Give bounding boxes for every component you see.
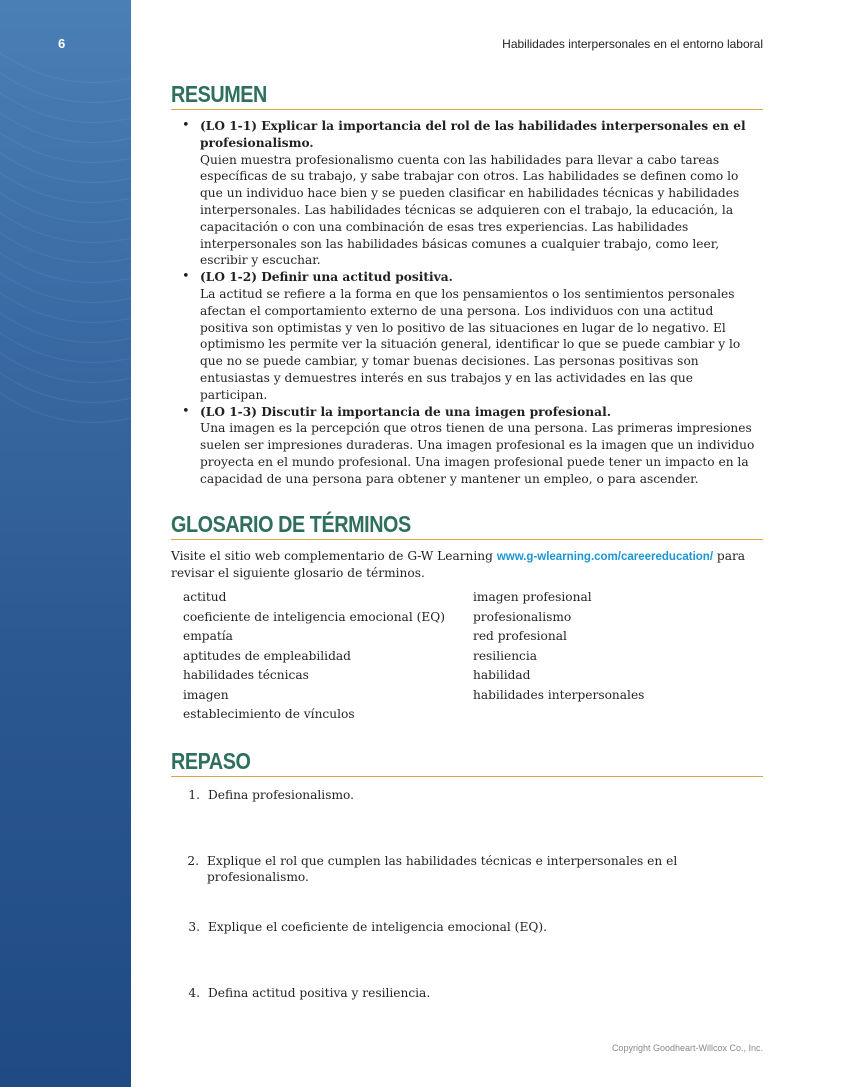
review-question-number: 3. xyxy=(188,919,200,934)
glossary-section xyxy=(171,510,763,725)
summary-item xyxy=(182,403,763,488)
summary-section xyxy=(171,80,763,488)
review-question-number: 2. xyxy=(187,853,199,868)
bullet-icon: • xyxy=(182,118,190,133)
glossary-term: establecimiento de vínculos xyxy=(183,707,355,722)
glossary-heading-rule xyxy=(171,510,763,540)
page-number: 6 xyxy=(58,36,66,51)
glossary-term: resiliencia xyxy=(473,648,538,663)
summary-title: RESUMEN xyxy=(171,81,267,107)
review-question-number: 4. xyxy=(188,985,200,1000)
review-list xyxy=(171,787,763,1051)
glossary-term: profesionalismo xyxy=(473,609,572,624)
glossary-term: aptitudes de empleabilidad xyxy=(183,648,351,663)
review-section xyxy=(171,747,763,1051)
review-heading-rule xyxy=(171,747,763,777)
review-question xyxy=(171,853,763,919)
glossary-term: red profesional xyxy=(473,629,567,644)
review-question-text: Explique el rol que cumplen las habilidades técnicas e interpersonales en el profesionalismo. xyxy=(206,853,678,885)
running-head: Habilidades interpersonales en el entorno laboral xyxy=(502,37,763,51)
page-content xyxy=(171,80,763,1051)
review-question xyxy=(171,787,763,853)
summary-item-body: La actitud se refiere a la forma en que los pensamientos o los sentimientos personales afectan el comportamiento externo de una persona. Los individuos con una actitud positiva son optimistas y ven lo positivo de las situaciones en lugar de lo negativo. El optimismo les permite ver la situación general, identificar lo que se puede cambiar y lo que no se puede cambiar, y tomar buenas decisiones. Las personas positivas son entusiastas y demuestres interés en sus trabajos y en las actividades en las que participan. xyxy=(200,286,741,402)
sidebar-band xyxy=(0,0,131,1087)
summary-item-body: Una imagen es la percepción que otros tienen de una persona. Las primeras impresiones suelen ser impresiones duraderas. Una imagen profesional es la imagen que un individuo proyecta en el mundo profesional. Una imagen profesional puede tener un impacto en la capacidad de una persona para obtener y mantener un empleo, o para ascender. xyxy=(200,421,755,486)
glossary-terms xyxy=(171,588,763,725)
glossary-column-2 xyxy=(473,588,763,725)
glossary-intro xyxy=(171,548,763,583)
summary-item xyxy=(182,269,763,403)
review-question xyxy=(171,919,763,985)
review-question-text: Defina profesionalismo. xyxy=(208,787,354,802)
bullet-icon: • xyxy=(182,269,190,285)
glossary-term: actitud xyxy=(183,590,227,605)
review-question-text: Explique el coeficiente de inteligencia emocional (EQ). xyxy=(208,919,547,934)
summary-heading-rule xyxy=(171,80,763,110)
glossary-term: imagen xyxy=(183,687,229,702)
summary-item-head: (LO 1-2) Definir una actitud positiva. xyxy=(200,270,453,285)
summary-item-body: Quien muestra profesionalismo cuenta con las habilidades para llevar a cabo tareas específicas de su trabajo, y sabe trabajar con otros. Las habilidades se definen como lo que un individuo hace bien y se pueden clasificar en habilidades técnicas y habilidades interpersonales. Las habilidades técnicas se adquieren con el trabajo, la educación, la capacitación o con una combinación de esas tres experiencias. Las habilidades interpersonales son las habilidades básicas comunes a cualquier trabajo, como leer, escribir y escuchar. xyxy=(200,152,740,268)
sidebar-wave-pattern xyxy=(0,0,131,1087)
summary-item-head: (LO 1-1) Explicar la importancia del rol de las habilidades interpersonales en el profesionalismo. xyxy=(200,119,746,150)
companion-website-link[interactable]: www.g-wlearning.com/careereducation/ xyxy=(496,550,714,563)
glossary-column-1 xyxy=(183,588,473,725)
summary-item xyxy=(182,118,763,269)
glossary-term: imagen profesional xyxy=(473,590,592,605)
review-question-text: Defina actitud positiva y resiliencia. xyxy=(208,985,431,1000)
glossary-title: GLOSARIO DE TÉRMINOS xyxy=(171,510,411,537)
summary-item-head: (LO 1-3) Discutir la importancia de una imagen profesional. xyxy=(200,404,611,419)
glossary-term: habilidades interpersonales xyxy=(473,687,645,702)
glossary-intro-after: para revisar el siguiente glosario de términos. xyxy=(171,548,746,581)
glossary-term: coeficiente de inteligencia emocional (EQ) xyxy=(183,609,445,624)
bullet-icon: • xyxy=(182,403,190,419)
glossary-term: habilidades técnicas xyxy=(183,668,309,683)
glossary-intro-before: Visite el sitio web complementario de G-W Learning xyxy=(171,548,497,563)
review-question xyxy=(171,985,763,1051)
copyright-notice: Copyright Goodheart-Willcox Co., Inc. xyxy=(611,1043,763,1053)
review-question-number: 1. xyxy=(188,787,200,802)
review-title: REPASO xyxy=(171,747,251,774)
summary-list xyxy=(171,118,763,488)
glossary-term: habilidad xyxy=(473,668,531,683)
glossary-term: empatía xyxy=(183,629,233,644)
